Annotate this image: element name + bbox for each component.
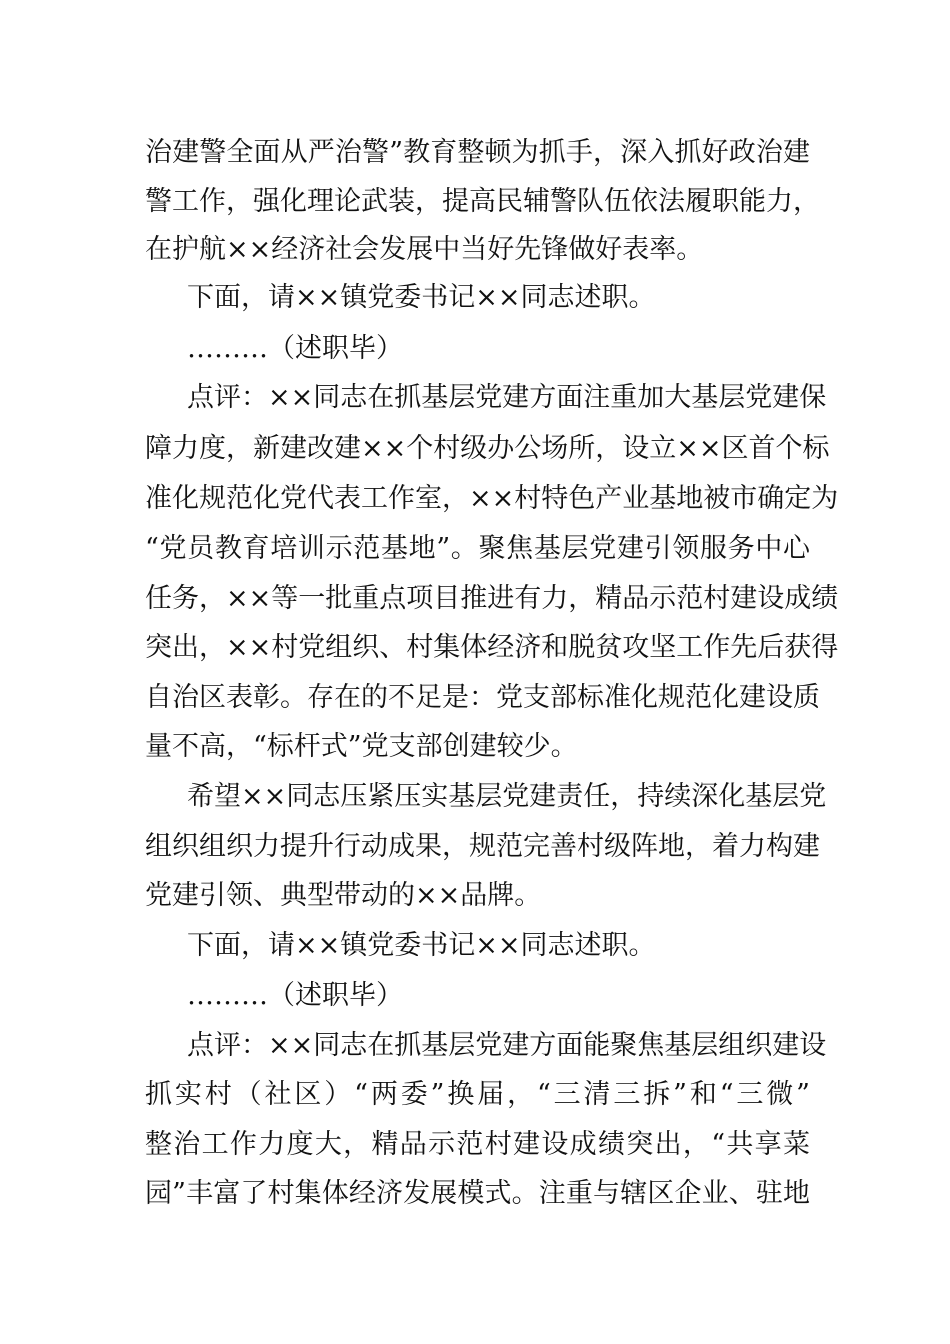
text-line: 任务，××等一批重点项目推进有力，精品示范村建设成绩: [145, 583, 839, 614]
text-line: 治建警全面从严治警”教育整顿为抓手，深入抓好政治建: [145, 137, 810, 168]
text-line: 下面，请××镇党委书记××同志述职。: [187, 282, 656, 313]
text-line: 下面，请××镇党委书记××同志述职。: [187, 930, 656, 961]
text-line: 园”丰富了村集体经济发展模式。注重与辖区企业、驻地: [145, 1178, 810, 1209]
text-line: ………（述职毕）: [187, 980, 403, 1011]
text-line: 在护航××经济社会发展中当好先锋做好表率。: [145, 234, 704, 265]
text-line: 抓实村（社区）“两委”换届，“三清三拆”和“三微”: [145, 1079, 810, 1110]
text-line: 量不高，“标杆式”党支部创建较少。: [145, 731, 578, 762]
text-line: “党员教育培训示范基地”。聚焦基层党建引领服务中心: [145, 533, 810, 564]
text-line: 警工作，强化理论武装，提高民辅警队伍依法履职能力，: [145, 186, 820, 217]
text-line: 突出，××村党组织、村集体经济和脱贫攻坚工作先后获得: [145, 632, 839, 663]
text-line: 整治工作力度大，精品示范村建设成绩突出，“共享菜: [145, 1129, 810, 1160]
text-line: ………（述职毕）: [187, 333, 403, 364]
text-line: 自治区表彰。存在的不足是：党支部标准化规范化建设质: [145, 682, 820, 713]
text-line: 障力度，新建改建××个村级办公场所，设立××区首个标: [145, 433, 830, 464]
text-line: 点评：××同志在抓基层党建方面注重加大基层党建保: [187, 382, 827, 413]
text-line: 希望××同志压紧压实基层党建责任，持续深化基层党: [187, 781, 827, 812]
text-line: 准化规范化党代表工作室，××村特色产业基地被市确定为: [145, 483, 839, 514]
text-line: 点评：××同志在抓基层党建方面能聚焦基层组织建设: [187, 1030, 827, 1061]
text-line: 组织组织力提升行动成果，规范完善村级阵地，着力构建: [145, 831, 820, 862]
text-line: 党建引领、典型带动的××品牌。: [145, 880, 542, 911]
